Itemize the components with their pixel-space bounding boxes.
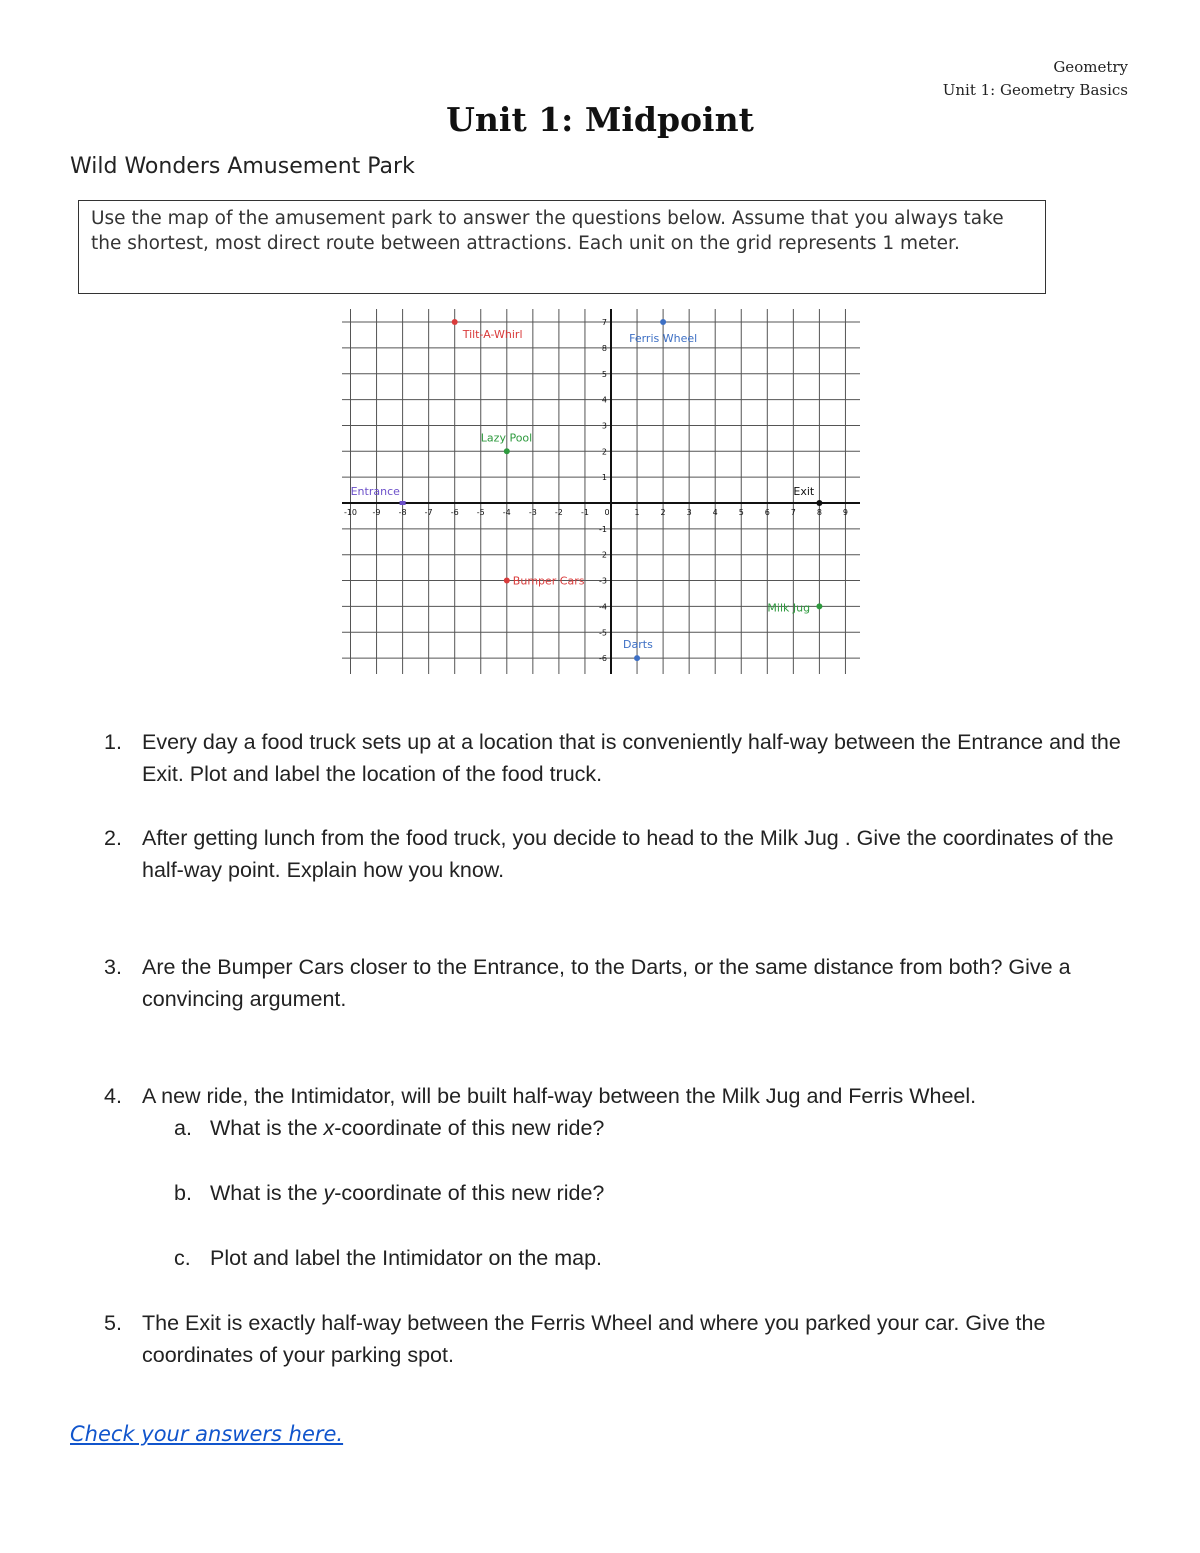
data-point [816, 603, 822, 609]
question-5 [104, 1307, 1144, 1371]
y-tick-label: 1 [601, 473, 607, 483]
data-point [452, 319, 458, 325]
x-tick-label: -2 [554, 508, 563, 517]
question-text: After getting lunch from the food truck, you decide to head to the Milk Jug . Give the coordinates of the half-way point. Explain how you know. [142, 826, 1114, 882]
question-text: A new ride, the Intimidator, will be built half-way between the Milk Jug and Ferris Wheel. [142, 1084, 977, 1108]
instructions-box: Use the map of the amusement park to answer the questions below. Assume that you always take the shortest, most direct route between attractions. Each unit on the grid represents 1 meter. [78, 200, 1046, 294]
point-label: Milk Jug [767, 601, 811, 615]
page-subtitle: Wild Wonders Amusement Park [70, 154, 415, 179]
x-tick-label: -5 [476, 508, 485, 517]
x-tick-label: 4 [712, 508, 718, 517]
subquestion-text: Plot and label the Intimidator on the map. [210, 1246, 603, 1270]
x-tick-label: 7 [790, 508, 796, 517]
page-title: Unit 1: Midpoint [446, 100, 754, 139]
question-number: 1. [104, 730, 122, 754]
point-label: Ferris Wheel [629, 332, 698, 346]
y-tick-label: 2 [601, 550, 607, 560]
point-label: Lazy Pool [480, 431, 533, 445]
point-label: Exit [793, 485, 815, 498]
data-point [504, 578, 510, 584]
question-4a [174, 1112, 1144, 1144]
data-point [634, 655, 640, 661]
point-label: Darts [623, 638, 653, 652]
data-point [660, 319, 666, 325]
x-tick-label: 2 [660, 508, 666, 517]
subquestion-text: What is the x-coordinate of this new ride? [210, 1116, 605, 1140]
question-2 [104, 822, 1144, 886]
course-name: Geometry [1053, 58, 1128, 76]
x-tick-label: 0 [604, 508, 610, 517]
question-text: Every day a food truck sets up at a location that is conveniently half-way between the Entrance and the Exit. Plot and label the location of the food truck. [142, 730, 1121, 786]
question-4b [174, 1177, 1144, 1209]
data-point [816, 500, 822, 506]
question-4c [174, 1242, 1144, 1274]
amusement-park-map [336, 304, 866, 678]
x-tick-label: 9 [842, 508, 848, 517]
x-tick-label: 8 [816, 508, 822, 517]
x-tick-label: -7 [424, 508, 433, 517]
question-number: 5. [104, 1311, 122, 1335]
question-3 [104, 951, 1144, 1015]
y-tick-label: 4 [601, 395, 607, 405]
y-tick-label: -3 [599, 576, 607, 586]
x-tick-label: -4 [502, 508, 511, 517]
subquestion-text: What is the y-coordinate of this new ride? [210, 1181, 605, 1205]
question-number: 4. [104, 1084, 122, 1108]
data-point [504, 448, 510, 454]
question-list [104, 726, 1144, 1371]
question-text: Are the Bumper Cars closer to the Entrance, to the Darts, or the same distance from both? Give a convincing argument. [142, 955, 1071, 1011]
question-text: The Exit is exactly half-way between the Ferris Wheel and where you parked your car. Give the coordinates of your parking spot. [142, 1311, 1046, 1367]
point-label: Tilt-A-Whirl [462, 328, 523, 342]
y-tick-label: 2 [601, 447, 607, 457]
check-answers-link[interactable]: Check your answers here. [70, 1422, 344, 1446]
unit-name: Unit 1: Geometry Basics [942, 81, 1128, 99]
x-tick-label: -6 [450, 508, 459, 517]
x-tick-label: -9 [372, 508, 381, 517]
subquestion-letter: c. [174, 1246, 191, 1270]
y-tick-label: 7 [601, 318, 607, 328]
y-tick-label: -6 [599, 654, 607, 664]
subquestion-letter: b. [174, 1181, 192, 1205]
x-tick-label: 6 [764, 508, 770, 517]
subquestion-letter: a. [174, 1116, 192, 1140]
y-tick-label: 8 [601, 343, 607, 353]
y-tick-label: -1 [599, 524, 607, 534]
x-tick-label: -10 [343, 508, 358, 517]
x-tick-label: 1 [634, 508, 640, 517]
y-tick-label: 5 [601, 369, 607, 379]
x-tick-label: -8 [398, 508, 407, 517]
point-label: Entrance [350, 485, 400, 498]
y-tick-label: -4 [599, 602, 607, 612]
x-tick-label: 3 [686, 508, 692, 517]
x-tick-label: 5 [738, 508, 744, 517]
x-tick-label: -1 [580, 508, 589, 517]
point-label: Bumper Cars [512, 574, 585, 588]
data-point [400, 501, 406, 505]
question-4 [104, 1080, 1144, 1112]
question-number: 3. [104, 955, 122, 979]
x-tick-label: -3 [528, 508, 537, 517]
y-tick-label: -5 [599, 628, 607, 638]
page-header [943, 56, 1128, 102]
y-tick-label: 3 [601, 421, 607, 431]
question-number: 2. [104, 826, 122, 850]
question-1 [104, 726, 1144, 790]
